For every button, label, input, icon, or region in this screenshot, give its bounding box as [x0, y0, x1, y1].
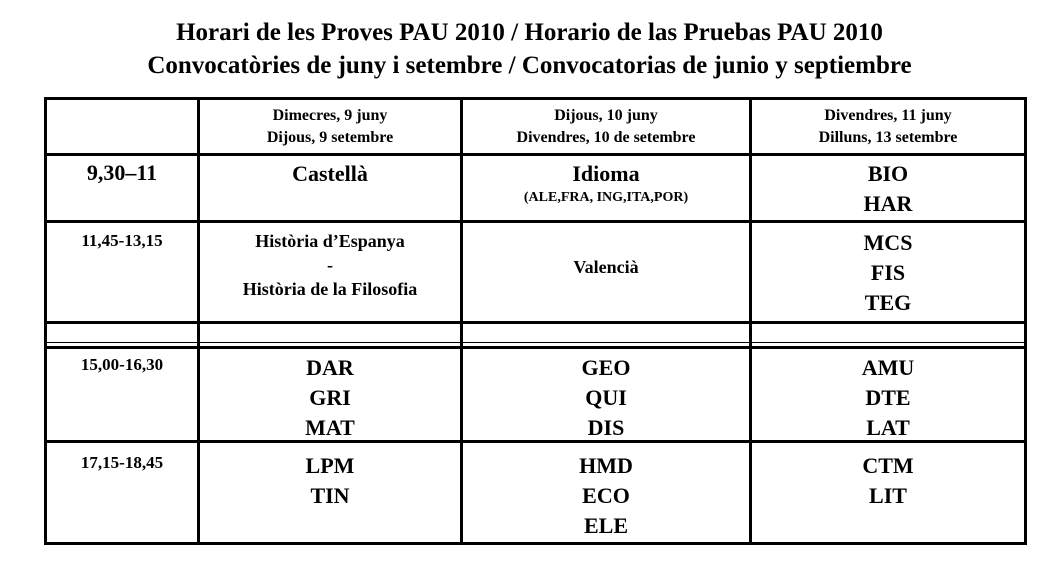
subject: DTE: [865, 385, 911, 410]
row2-day2-subjects: [463, 255, 749, 279]
header-day-2: [463, 105, 749, 149]
subject: LAT: [866, 415, 910, 440]
row3-day2-subjects: [463, 353, 749, 443]
subject: ECO: [582, 483, 630, 508]
subject: Valencià: [573, 257, 639, 277]
page-subtitle: Convocatòries de juny i setembre / Convocatorias de junio y septiembre: [147, 52, 912, 79]
subject: DAR: [306, 355, 354, 380]
header-day-1-line1: Dimecres, 9 juny: [272, 107, 388, 124]
header-day-3-line2: Dilluns, 13 setembre: [818, 129, 958, 146]
schedule-table: [44, 97, 1027, 545]
row2-day1-subjects: [200, 229, 460, 301]
row1-day3-subjects: [752, 159, 1024, 219]
subject: Història d’Espanya: [255, 231, 405, 251]
subject: TIN: [310, 483, 350, 508]
subject: HMD: [579, 453, 633, 478]
time-slot-2: 11,45-13,15: [81, 231, 163, 250]
subject: ELE: [583, 513, 629, 538]
subject: QUI: [585, 385, 627, 410]
header-day-2-line2: Divendres, 10 de setembre: [516, 129, 696, 146]
page-title: Horari de les Proves PAU 2010 / Horario de las Pruebas PAU 2010: [176, 19, 883, 46]
row4-day2-subjects: [463, 451, 749, 541]
row-divider: [47, 342, 1024, 343]
time-slot-4: 17,15-18,45: [80, 453, 164, 472]
subject: Història de la Filosofia: [242, 279, 418, 299]
subject: GRI: [309, 385, 351, 410]
subject: Idioma: [572, 161, 640, 186]
subject: MCS: [863, 230, 913, 255]
row1-day1-subjects: [200, 159, 460, 189]
subject-separator: -: [327, 255, 333, 275]
subject-languages: (ALE,FRA, ING,ITA,POR): [523, 190, 689, 205]
row4-day1-subjects: [200, 451, 460, 511]
header-day-3-line1: Divendres, 11 juny: [824, 107, 952, 124]
time-slot-3: 15,00-16,30: [80, 355, 164, 374]
subject: AMU: [861, 355, 915, 380]
subject: HAR: [863, 191, 913, 216]
subject: MAT: [305, 415, 355, 440]
row2-day3-subjects: [752, 228, 1024, 318]
subject: LIT: [869, 483, 907, 508]
row4-day3-subjects: [752, 451, 1024, 511]
subject: DIS: [587, 415, 625, 440]
subject: Castellà: [292, 161, 368, 186]
subject: GEO: [581, 355, 631, 380]
header-day-3: [752, 105, 1024, 149]
row-divider: [47, 346, 1024, 349]
subject: LPM: [305, 453, 355, 478]
subject: FIS: [870, 260, 906, 285]
row1-day2-subjects: [463, 159, 749, 207]
subject: TEG: [864, 290, 912, 315]
subject: CTM: [862, 453, 914, 478]
header-day-1-line2: Dijous, 9 setembre: [266, 129, 394, 146]
row3-day3-subjects: [752, 353, 1024, 443]
subject: BIO: [867, 161, 909, 186]
row3-day1-subjects: [200, 353, 460, 443]
row-divider: [47, 153, 1024, 156]
header-day-1: [200, 105, 460, 149]
header-day-2-line1: Dijous, 10 juny: [554, 107, 658, 124]
row-divider: [47, 321, 1024, 324]
row-divider: [47, 220, 1024, 223]
time-slot-1: 9,30–11: [86, 160, 158, 185]
